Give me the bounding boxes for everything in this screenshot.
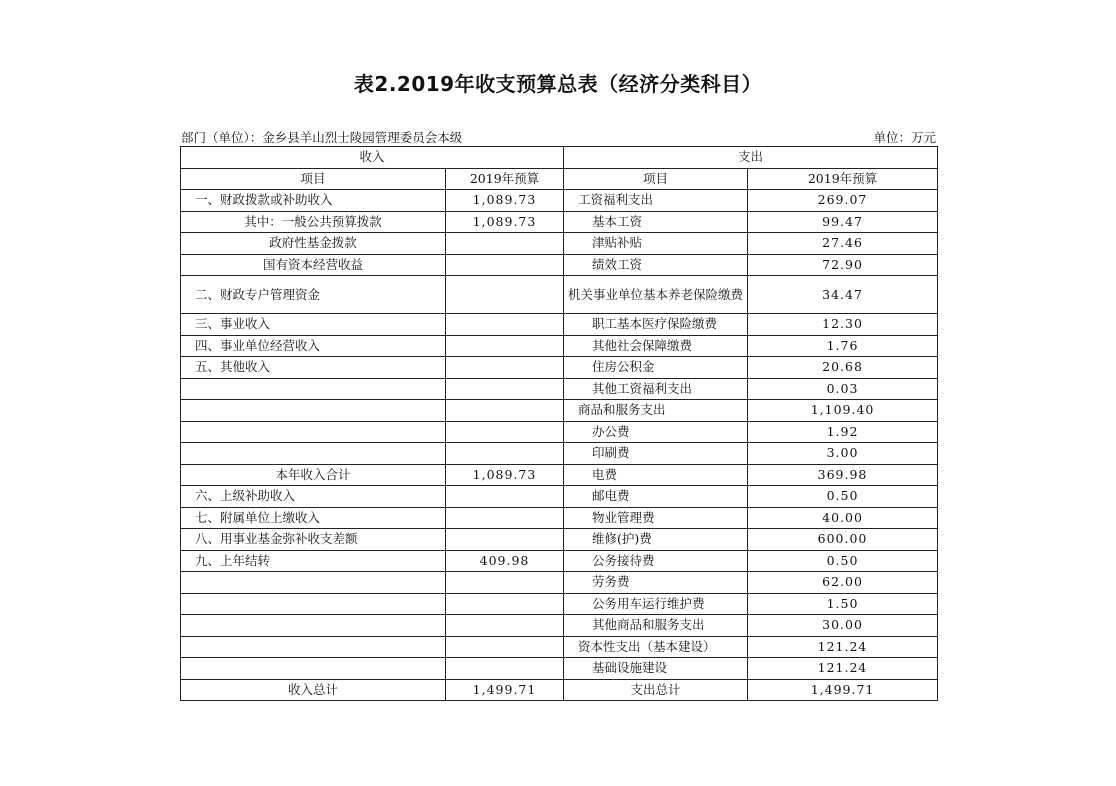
- expense-item: 其他工资福利支出: [564, 378, 748, 400]
- income-value: [446, 486, 564, 508]
- income-item: [181, 658, 446, 680]
- expense-value: 121.24: [748, 658, 938, 680]
- expense-value: 40.00: [748, 507, 938, 529]
- expense-total-label: 支出总计: [564, 679, 748, 701]
- expense-value: 30.00: [748, 615, 938, 637]
- income-item: 九、上年结转: [181, 550, 446, 572]
- expense-budget-header: 2019年预算: [748, 168, 938, 190]
- income-item: [181, 572, 446, 594]
- expense-value: 72.90: [748, 254, 938, 276]
- expense-item: 机关事业单位基本养老保险缴费: [564, 276, 748, 314]
- unit-label: 单位：万元: [873, 130, 936, 145]
- expense-item: 办公费: [564, 421, 748, 443]
- table-row: [181, 443, 938, 465]
- income-item: [181, 400, 446, 422]
- table-row: [181, 636, 938, 658]
- income-item: 一、财政拨款或补助收入: [181, 190, 446, 212]
- table-row: [181, 357, 938, 379]
- table-row: [181, 593, 938, 615]
- income-header: 收入: [181, 147, 564, 169]
- expense-item: 其他商品和服务支出: [564, 615, 748, 637]
- table-row: [181, 190, 938, 212]
- table-row: [181, 378, 938, 400]
- expense-item: 物业管理费: [564, 507, 748, 529]
- income-total-value: 1,499.71: [446, 679, 564, 701]
- page-title: 表2.2019年收支预算总表（经济分类科目）: [353, 72, 763, 96]
- table-row: [181, 572, 938, 594]
- income-value: [446, 572, 564, 594]
- budget-table: [180, 146, 938, 701]
- table-row: [181, 529, 938, 551]
- table-row: [181, 314, 938, 336]
- table-row: [181, 464, 938, 486]
- income-value: 1,089.73: [446, 211, 564, 233]
- table-row: [181, 335, 938, 357]
- column-header-row: [181, 168, 938, 190]
- income-item: [181, 378, 446, 400]
- table-row: [181, 276, 938, 314]
- expense-value: 269.07: [748, 190, 938, 212]
- income-item: [181, 443, 446, 465]
- income-value: [446, 400, 564, 422]
- expense-value: 1,109.40: [748, 400, 938, 422]
- income-value: [446, 421, 564, 443]
- expense-value: 27.46: [748, 233, 938, 255]
- income-item: [181, 615, 446, 637]
- expense-item: 公务用车运行维护费: [564, 593, 748, 615]
- income-value: [446, 593, 564, 615]
- expense-item: 劳务费: [564, 572, 748, 594]
- expense-value: 62.00: [748, 572, 938, 594]
- income-value: 1,089.73: [446, 464, 564, 486]
- income-value: [446, 529, 564, 551]
- income-item: [181, 636, 446, 658]
- income-value: [446, 254, 564, 276]
- expense-item: 公务接待费: [564, 550, 748, 572]
- expense-total-value: 1,499.71: [748, 679, 938, 701]
- income-item: 四、事业单位经营收入: [181, 335, 446, 357]
- income-item: 其中：一般公共预算拨款: [181, 211, 446, 233]
- expense-item: 工资福利支出: [564, 190, 748, 212]
- section-header-row: [181, 147, 938, 169]
- income-item: 五、其他收入: [181, 357, 446, 379]
- expense-item: 住房公积金: [564, 357, 748, 379]
- table-row: [181, 658, 938, 680]
- expense-item: 基本工资: [564, 211, 748, 233]
- expense-value: 1.50: [748, 593, 938, 615]
- income-item: 六、上级补助收入: [181, 486, 446, 508]
- table-row: [181, 254, 938, 276]
- income-value: [446, 443, 564, 465]
- income-value: [446, 314, 564, 336]
- expense-value: 0.50: [748, 486, 938, 508]
- expense-item: 维修(护)费: [564, 529, 748, 551]
- income-value: 409.98: [446, 550, 564, 572]
- income-item: 国有资本经营收益: [181, 254, 446, 276]
- income-item: [181, 593, 446, 615]
- table-row: [181, 233, 938, 255]
- income-item: 三、事业收入: [181, 314, 446, 336]
- income-value: [446, 507, 564, 529]
- income-total-label: 收入总计: [181, 679, 446, 701]
- total-row: [181, 679, 938, 701]
- income-item: 政府性基金拨款: [181, 233, 446, 255]
- income-value: [446, 233, 564, 255]
- table-row: [181, 421, 938, 443]
- expense-value: 1.76: [748, 335, 938, 357]
- income-value: [446, 615, 564, 637]
- income-item: 八、用事业基金弥补收支差额: [181, 529, 446, 551]
- table-row: [181, 400, 938, 422]
- expense-value: 3.00: [748, 443, 938, 465]
- table-row: [181, 211, 938, 233]
- table-row: [181, 615, 938, 637]
- income-item: [181, 421, 446, 443]
- table-row: [181, 550, 938, 572]
- expense-value: 20.68: [748, 357, 938, 379]
- income-value: [446, 378, 564, 400]
- expense-value: 99.47: [748, 211, 938, 233]
- table-row: [181, 486, 938, 508]
- expense-item: 邮电费: [564, 486, 748, 508]
- expense-value: 34.47: [748, 276, 938, 314]
- expense-item: 职工基本医疗保险缴费: [564, 314, 748, 336]
- expense-value: 12.30: [748, 314, 938, 336]
- income-budget-header: 2019年预算: [446, 168, 564, 190]
- expense-value: 1.92: [748, 421, 938, 443]
- expense-value: 121.24: [748, 636, 938, 658]
- income-item: 二、财政专户管理资金: [181, 276, 446, 314]
- income-value: [446, 658, 564, 680]
- income-item: 七、附属单位上缴收入: [181, 507, 446, 529]
- expense-value: 0.50: [748, 550, 938, 572]
- expense-item: 绩效工资: [564, 254, 748, 276]
- income-value: [446, 636, 564, 658]
- expense-item: 其他社会保障缴费: [564, 335, 748, 357]
- income-value: 1,089.73: [446, 190, 564, 212]
- income-item: 本年收入合计: [181, 464, 446, 486]
- table-row: [181, 507, 938, 529]
- income-item-header: 项目: [181, 168, 446, 190]
- department-label: 部门（单位）：金乡县羊山烈士陵园管理委员会本级: [181, 130, 463, 145]
- expense-item-header: 项目: [564, 168, 748, 190]
- income-value: [446, 276, 564, 314]
- expense-item: 津贴补贴: [564, 233, 748, 255]
- expense-value: 369.98: [748, 464, 938, 486]
- expense-item: 电费: [564, 464, 748, 486]
- expense-item: 商品和服务支出: [564, 400, 748, 422]
- income-value: [446, 357, 564, 379]
- expense-value: 0.03: [748, 378, 938, 400]
- expense-item: 印刷费: [564, 443, 748, 465]
- expense-item: 基础设施建设: [564, 658, 748, 680]
- expense-item: 资本性支出（基本建设）: [564, 636, 748, 658]
- income-value: [446, 335, 564, 357]
- expense-value: 600.00: [748, 529, 938, 551]
- expense-header: 支出: [564, 147, 938, 169]
